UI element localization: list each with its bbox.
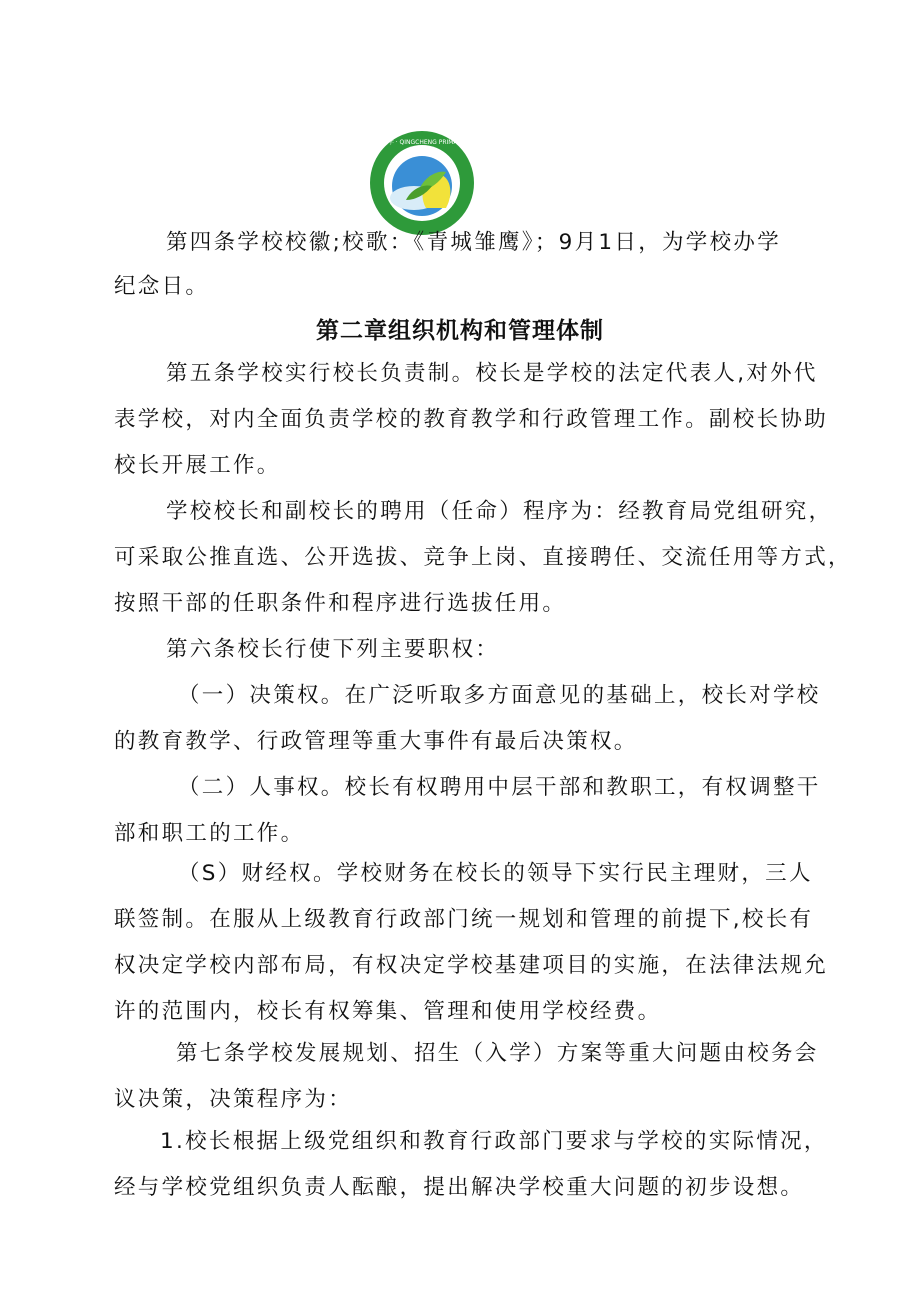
article-4-line-1: 第四条学校校徽;校歌：《青城雏鹰》；9月1日，为学校办学 <box>166 230 782 255</box>
article-5-line-2: 表学校，对内全面负责学校的教育教学和行政管理工作。副校长协助 <box>114 407 829 432</box>
article-5-line-1: 第五条学校实行校长负责制。校长是学校的法定代表人,对外代 <box>166 361 818 386</box>
power-finance-line-2: 联签制。在服从上级教育行政部门统一规划和管理的前提下,校长有 <box>114 907 814 932</box>
emblem-ring-text: 金牛区青城小学 · QINGCHENG PRIMARY SCHOOL <box>351 139 493 146</box>
article-7-line-2: 议决策，决策程序为： <box>114 1087 353 1112</box>
article-7-line-1: 第七条学校发展规划、招生（入学）方案等重大问题由校务会 <box>176 1041 819 1066</box>
article-5-line-3: 校长开展工作。 <box>114 453 281 478</box>
article-6-line-1: 第六条校长行使下列主要职权： <box>166 637 500 662</box>
power-finance-line-4: 许的范围内，校长有权筹集、管理和使用学校经费。 <box>114 999 662 1024</box>
appointment-line-2: 可采取公推直选、公开选拔、竞争上岗、直接聘任、交流任用等方式， <box>114 545 852 570</box>
step-1-line-1: 1.校长根据上级党组织和教育行政部门要求与学校的实际情况， <box>160 1129 828 1154</box>
school-emblem <box>351 128 493 208</box>
chapter-2-heading: 第二章组织机构和管理体制 <box>316 318 604 344</box>
power-finance-line-3: 权决定学校内部布局，有权决定学校基建项目的实施，在法律法规允 <box>114 953 829 978</box>
power-decision-line-1: （一）决策权。在广泛听取多方面意见的基础上，校长对学校 <box>178 683 821 708</box>
appointment-line-1: 学校校长和副校长的聘用（任命）程序为：经教育局党组研究， <box>166 499 833 524</box>
power-finance-line-1: （S）财经权。学校财务在校长的领导下实行民主理财，三人 <box>178 861 813 886</box>
power-personnel-line-1: （二）人事权。校长有权聘用中层干部和教职工，有权调整干 <box>178 775 821 800</box>
power-decision-line-2: 的教育教学、行政管理等重大事件有最后决策权。 <box>114 729 638 754</box>
step-1-line-2: 经与学校党组织负责人酝酿，提出解决学校重大问题的初步设想。 <box>114 1175 805 1200</box>
appointment-line-3: 按照干部的任职条件和程序进行选拔任用。 <box>114 591 567 616</box>
article-4-line-2: 纪念日。 <box>114 274 210 299</box>
school-emblem-graphic <box>351 128 493 238</box>
power-personnel-line-2: 部和职工的工作。 <box>114 821 305 846</box>
